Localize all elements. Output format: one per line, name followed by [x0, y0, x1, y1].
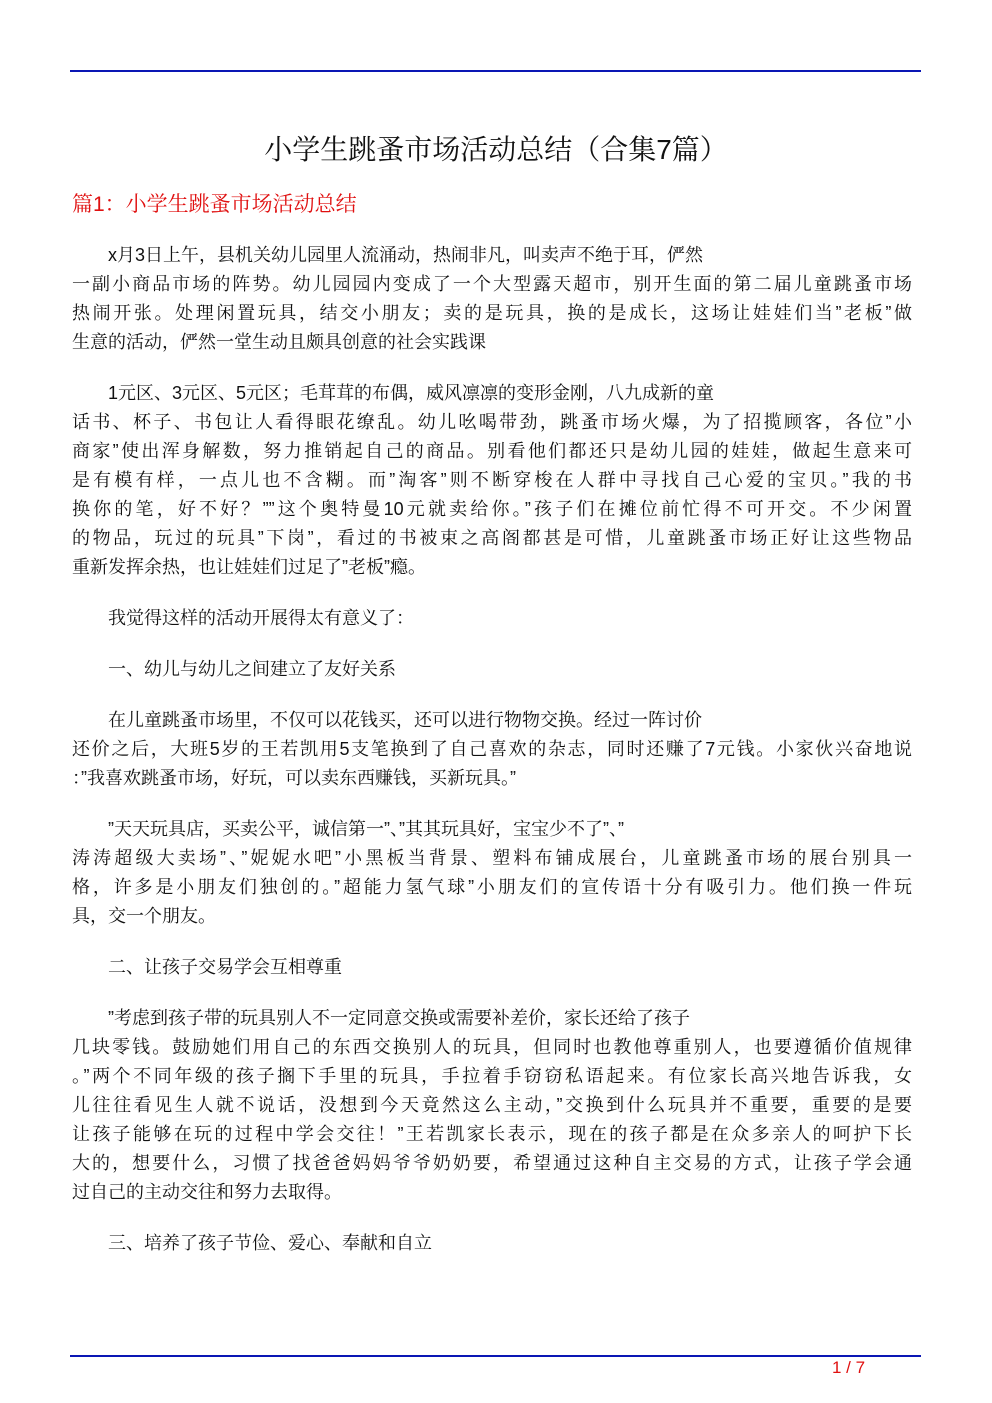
- text-line: 三、培养了孩子节俭、爱心、奉献和自立: [108, 1233, 432, 1253]
- text-line: 大的，想要什么，习惯了找爸爸妈妈爷爷奶奶要，希望通过这种自主交易的方式，让孩子学会通: [72, 1153, 912, 1173]
- text-line: ”考虑到孩子带的玩具别人不一定同意交换或需要补差价，家长还给了孩子: [108, 1008, 690, 1028]
- text-line: 。”两个不同年级的孩子搁下手里的玩具，手拉着手窃窃私语起来。有位家长高兴地告诉我，女: [72, 1066, 912, 1086]
- paragraph: [72, 604, 912, 633]
- text-line: 我觉得这样的活动开展得太有意义了：: [108, 608, 414, 628]
- text-line: 格，许多是小朋友们独创的。”超能力氢气球”小朋友们的宣传语十分有吸引力。他们换一件玩: [72, 877, 912, 897]
- paragraph: [72, 655, 912, 684]
- text-line: 让孩子能够在玩的过程中学会交往！”王若凯家长表示，现在的孩子都是在众多亲人的呵护下长: [72, 1124, 912, 1144]
- paragraph: [72, 953, 912, 982]
- text-line: 热闹开张。处理闲置玩具，结交小朋友；卖的是玩具，换的是成长，这场让娃娃们当”老板”做: [72, 303, 912, 323]
- text-line: 一副小商品市场的阵势。幼儿园园内变成了一个大型露天超市，别开生面的第二届儿童跳蚤市场: [72, 274, 912, 294]
- text-line: 换你的笔，好不好？””这个奥特曼10元就卖给你。”孩子们在摊位前忙得不可开交。不少闲置: [72, 499, 912, 519]
- footer-rule: [70, 1355, 921, 1357]
- text-line: 几块零钱。鼓励她们用自己的东西交换别人的玩具，但同时也教他尊重别人，也要遵循价值规律: [72, 1037, 912, 1057]
- text-line: 涛涛超级大卖场”、”妮妮水吧”小黑板当背景、塑料布铺成展台，儿童跳蚤市场的展台别具一: [72, 848, 912, 868]
- page-number: 1 / 7: [832, 1358, 866, 1377]
- text-line: 还价之后，大班5岁的王若凯用5支笔换到了自己喜欢的杂志，同时还赚了7元钱。小家伙兴奋地说: [72, 739, 912, 759]
- section-heading: 篇1：小学生跳蚤市场活动总结: [72, 193, 357, 216]
- text-line: 儿往往看见生人就不说话，没想到今天竟然这么主动，”交换到什么玩具并不重要，重要的是要: [72, 1095, 912, 1115]
- text-line: 话书、杯子、书包让人看得眼花缭乱。幼儿吆喝带劲，跳蚤市场火爆，为了招揽顾客，各位”小: [72, 412, 912, 432]
- text-line: 一、幼儿与幼儿之间建立了友好关系: [108, 659, 396, 679]
- paragraph: [72, 379, 912, 582]
- text-line: 在儿童跳蚤市场里，不仅可以花钱买，还可以进行物物交换。经过一阵讨价: [108, 710, 702, 730]
- text-line: 具，交一个朋友。: [72, 906, 216, 926]
- paragraph: [72, 815, 912, 931]
- text-line: 的物品，玩过的玩具”下岗”，看过的书被束之高阁都甚是可惜，儿童跳蚤市场正好让这些物品: [72, 528, 912, 548]
- text-line: ”天天玩具店，买卖公平，诚信第一”、”其其玩具好，宝宝少不了”、”: [108, 819, 624, 839]
- paragraph: [72, 1004, 912, 1207]
- text-line: x月3日上午，县机关幼儿园里人流涌动，热闹非凡，叫卖声不绝于耳，俨然: [108, 245, 704, 265]
- text-line: 二、让孩子交易学会互相尊重: [108, 957, 342, 977]
- text-line: ：”我喜欢跳蚤市场，好玩，可以卖东西赚钱，买新玩具。”: [72, 768, 516, 788]
- text-line: 重新发挥余热，也让娃娃们过足了”老板”瘾。: [72, 557, 426, 577]
- document-title: 小学生跳蚤市场活动总结（合集7篇）: [264, 134, 728, 165]
- header-rule: [70, 70, 921, 72]
- paragraph: [72, 241, 912, 357]
- text-line: 生意的活动，俨然一堂生动且颇具创意的社会实践课: [72, 332, 486, 352]
- text-line: 过自己的主动交往和努力去取得。: [72, 1182, 342, 1202]
- text-line: 商家”使出浑身解数，努力推销起自己的商品。别看他们都还只是幼儿园的娃娃，做起生意来可: [72, 441, 912, 461]
- text-line: 1元区、3元区、5元区；毛茸茸的布偶，威风凛凛的变形金刚，八九成新的童: [108, 383, 715, 403]
- text-line: 是有模有样，一点儿也不含糊。而”淘客”则不断穿梭在人群中寻找自己心爱的宝贝。”我的书: [72, 470, 912, 490]
- paragraph: [72, 706, 912, 793]
- paragraph: [72, 1229, 912, 1258]
- document-body: [72, 241, 912, 1280]
